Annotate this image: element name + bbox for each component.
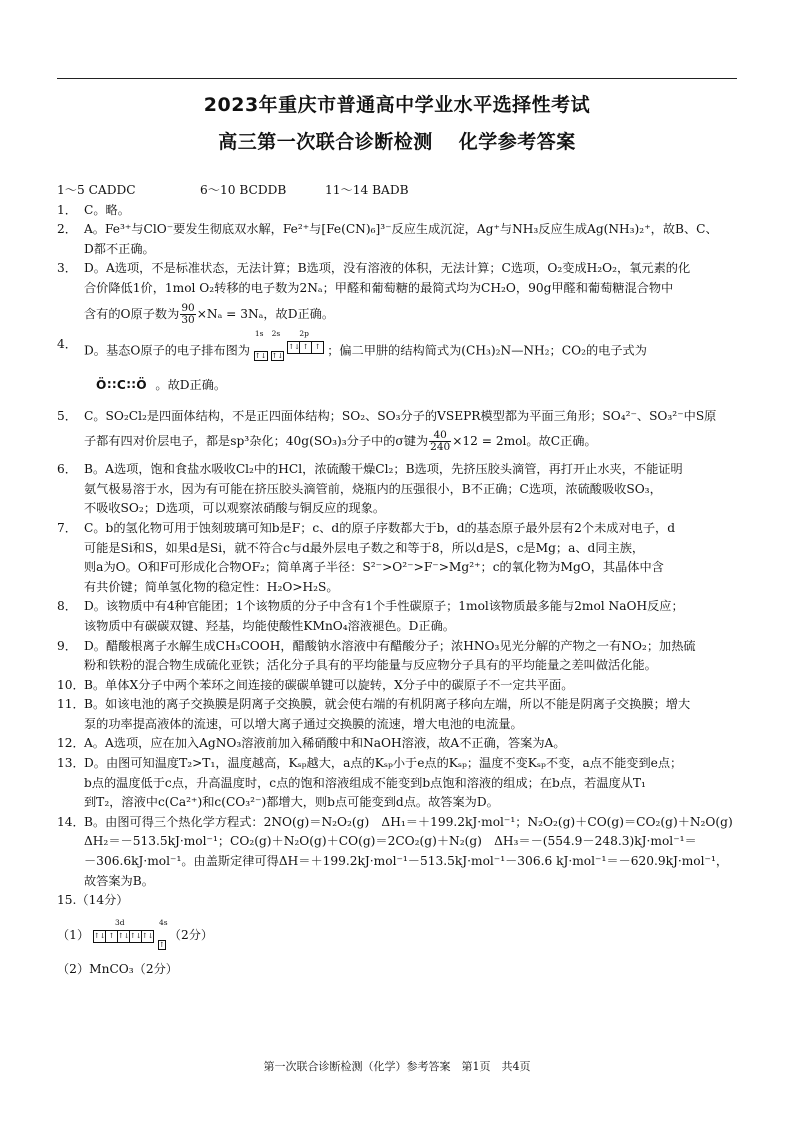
answer-item-3: 3． D。A选项，不是标准状态，无法计算；B选项，没有溶液的体积，无法计算；C选项，O₂变成H₂O₂，氧元素的化 合价降低1价，1mol O₂转移的电子数为2Nₐ；甲醛和葡萄糖的最简式均为CH₂O，90g甲醛和葡萄糖混合物中 含有的O原子数为 $\frac{90}{30}$ ×Nₐ = 3Nₐ，故D正确。 bbox=[57, 261, 691, 326]
fraction-40-240: $\frac{40}{240}$ bbox=[430, 429, 451, 454]
answer-item-15-part-2: （2）MnCO₃（2分） bbox=[57, 961, 178, 976]
answer-key bbox=[57, 181, 739, 201]
answer-content bbox=[57, 181, 739, 979]
subtitle-answer: 化学参考答案 bbox=[458, 131, 576, 153]
answer-item-11: 11． B。如该电池的离子交换膜是阴离子交换膜，就会使右端的有机阴离子移向左端，所以不能是阴离子交换膜；增大 泵的功率提高液体的流速，可以增大离子通过交换膜的流速，增大电池的电流量。 bbox=[57, 697, 691, 731]
answer-item-14: 14． B。由图可得三个热化学方程式：2NO(g)＝N₂O₂(g) ΔH₁＝＋199.2kJ·mol⁻¹；N₂O₂(g)＋CO(g)＝CO₂(g)＋N₂O(g) ΔH₂＝－513.5kJ·mol⁻¹；CO₂(g)＋N₂O(g)＋CO(g)＝2CO₂(g)＋N₂(g) ΔH₃＝－(554.9－248.3)kJ·mol⁻¹＝ －306.6kJ·mol⁻¹。由盖斯定律可得ΔH＝＋199.2kJ·mol⁻¹－513.5kJ·mol⁻¹－306.6 kJ·mol⁻¹＝－620.9kJ·mol⁻¹， 故答案为B。 bbox=[57, 814, 733, 888]
answer-item-1: 1． C。略。 bbox=[57, 202, 130, 217]
fraction-90-30: $\frac{90}{30}$ bbox=[181, 301, 195, 326]
page-subtitle bbox=[0, 127, 794, 154]
answer-key-11-14: 11～14 BADB bbox=[325, 183, 409, 197]
answer-item-15-part-1: （1） 3d ↑↓ ↑ ↑↓ ↑↓ ↑↓ 4s ↑ （2分） bbox=[57, 915, 739, 956]
answer-key-1-5: 1～5 CADDC bbox=[57, 183, 136, 197]
answer-item-10: 10． B。单体X分子中两个苯环之间连接的碳碳单键可以旋转，X分子中的碳原子不一定共平面。 bbox=[57, 677, 574, 692]
orbital-diagram-3d4s: 3d ↑↓ ↑ ↑↓ ↑↓ ↑↓ 4s ↑ bbox=[94, 917, 168, 949]
page-title: 2023年重庆市普通高中学业水平选择性考试 bbox=[203, 94, 591, 116]
subtitle-exam: 高三第一次联合诊断检测 bbox=[218, 131, 433, 153]
answer-item-6: 6． B。A选项，饱和食盐水吸收Cl₂中的HCl，浓硫酸干燥Cl₂；B选项，先挤压胶头滴管，再打开止水夹，不能证明 氨气极易溶于水，因为有可能在挤压胶头滴管前，烧瓶内的压强很小，B不正确；C选项，浓硫酸吸收SO₃， 不吸收SO₂；D选项，可以观察浓硝酸与铜反应的现象。 bbox=[57, 462, 683, 516]
answer-item-8: 8． D。该物质中有4种官能团；1个该物质的分子中含有1个手性碳原子；1mol该物质最多能与2mol NaOH反应； 该物质中有碳碳双键、羟基，均能使酸性KMnO₄溶液褪色。D正确。 bbox=[57, 599, 684, 633]
orbital-diagram-oxygen: 1s ↑↓ 2s ↑↓ 2p ↑↓ ↑ ↑ bbox=[254, 341, 323, 367]
answer-item-5: 5． C。SO₂Cl₂是四面体结构，不是正四面体结构；SO₂、SO₃分子的VSEPR模型都为平面三角形；SO₄²⁻、SO₃²⁻中S原 子都有四对价层电子，都是sp³杂化；40g(SO₃)₃分子中的σ键为 $\frac{40}{240}$ ×12 = 2mol。故C正确。 bbox=[57, 408, 717, 454]
answer-item-7: 7． C。b的氢化物可用于蚀刻玻璃可知b是F；c、d的原子序数都大于b，d的基态原子最外层有2个未成对电子，d 可能是Si和S，如果d是Si，就不符合c与d最外层电子数之和等于8，所以d是S，c是Mg；a、d同主族， 则a为O。O和F可形成化合物OF₂；简单离子半径：S²⁻>O²⁻>F⁻>Mg²⁺；c的氧化物为MgO，其晶体中含 有共价键；简单氢化物的稳定性：H₂O>H₂S。 bbox=[57, 520, 676, 594]
answer-item-13: 13． D。由图可知温度T₂>T₁，温度越高，Kₛₚ越大，a点的Kₛₚ小于e点的Kₛₚ；温度不变Kₛₚ不变，a点不能变到e点； b点的温度低于c点，升高温度时，c点的饱和溶液组成不能变到b点饱和溶液的组成；在b点，若温度从T₁ 到T₂，溶液中c(Ca²⁺)和c(CO₃²⁻)都增大，则b点可能变到d点。故答案为D。 bbox=[57, 756, 683, 810]
answer-item-4: 4． D。基态O原子的电子排布图为 1s ↑↓ 2s ↑↓ 2p ↑↓ ↑ ↑ ；偏二甲肼的结构简式为(CH₃)₂N—NH₂；CO₂的电子式为 Ö∷C∷Ö 。故D正确。 bbox=[57, 328, 647, 392]
answer-item-12: 12． A。A选项，应在加入AgNO₃溶液前加入稀硝酸中和NaOH溶液，故A不正确，答案为A。 bbox=[57, 736, 566, 751]
co2-electron-formula: Ö∷C∷Ö bbox=[96, 377, 148, 392]
answer-item-9: 9． D。醋酸根离子水解生成CH₃COOH，醋酸钠水溶液中有醋酸分子；浓HNO₃见光分解的产物之一有NO₂；加热硫 粉和铁粉的混合物生成硫化亚铁；活化分子具有的平均能量与反应物分子具有的平均能量之差叫做活化能。 bbox=[57, 638, 696, 673]
answer-item-2: 2． A。Fe³⁺与ClO⁻要发生彻底双水解，Fe²⁺与[Fe(CN)₆]³⁻反应生成沉淀，Ag⁺与NH₃反应生成Ag(NH₃)₂⁺，故B、C、 D都不正确。 bbox=[57, 222, 718, 256]
answer-item-15-header: 15.（14分） bbox=[57, 893, 129, 908]
top-rule bbox=[57, 78, 737, 79]
page-footer: 第一次联合诊断检测（化学）参考答案 第1页 共4页 bbox=[263, 1060, 531, 1073]
answer-key-6-10: 6～10 BCDDB bbox=[200, 183, 287, 197]
